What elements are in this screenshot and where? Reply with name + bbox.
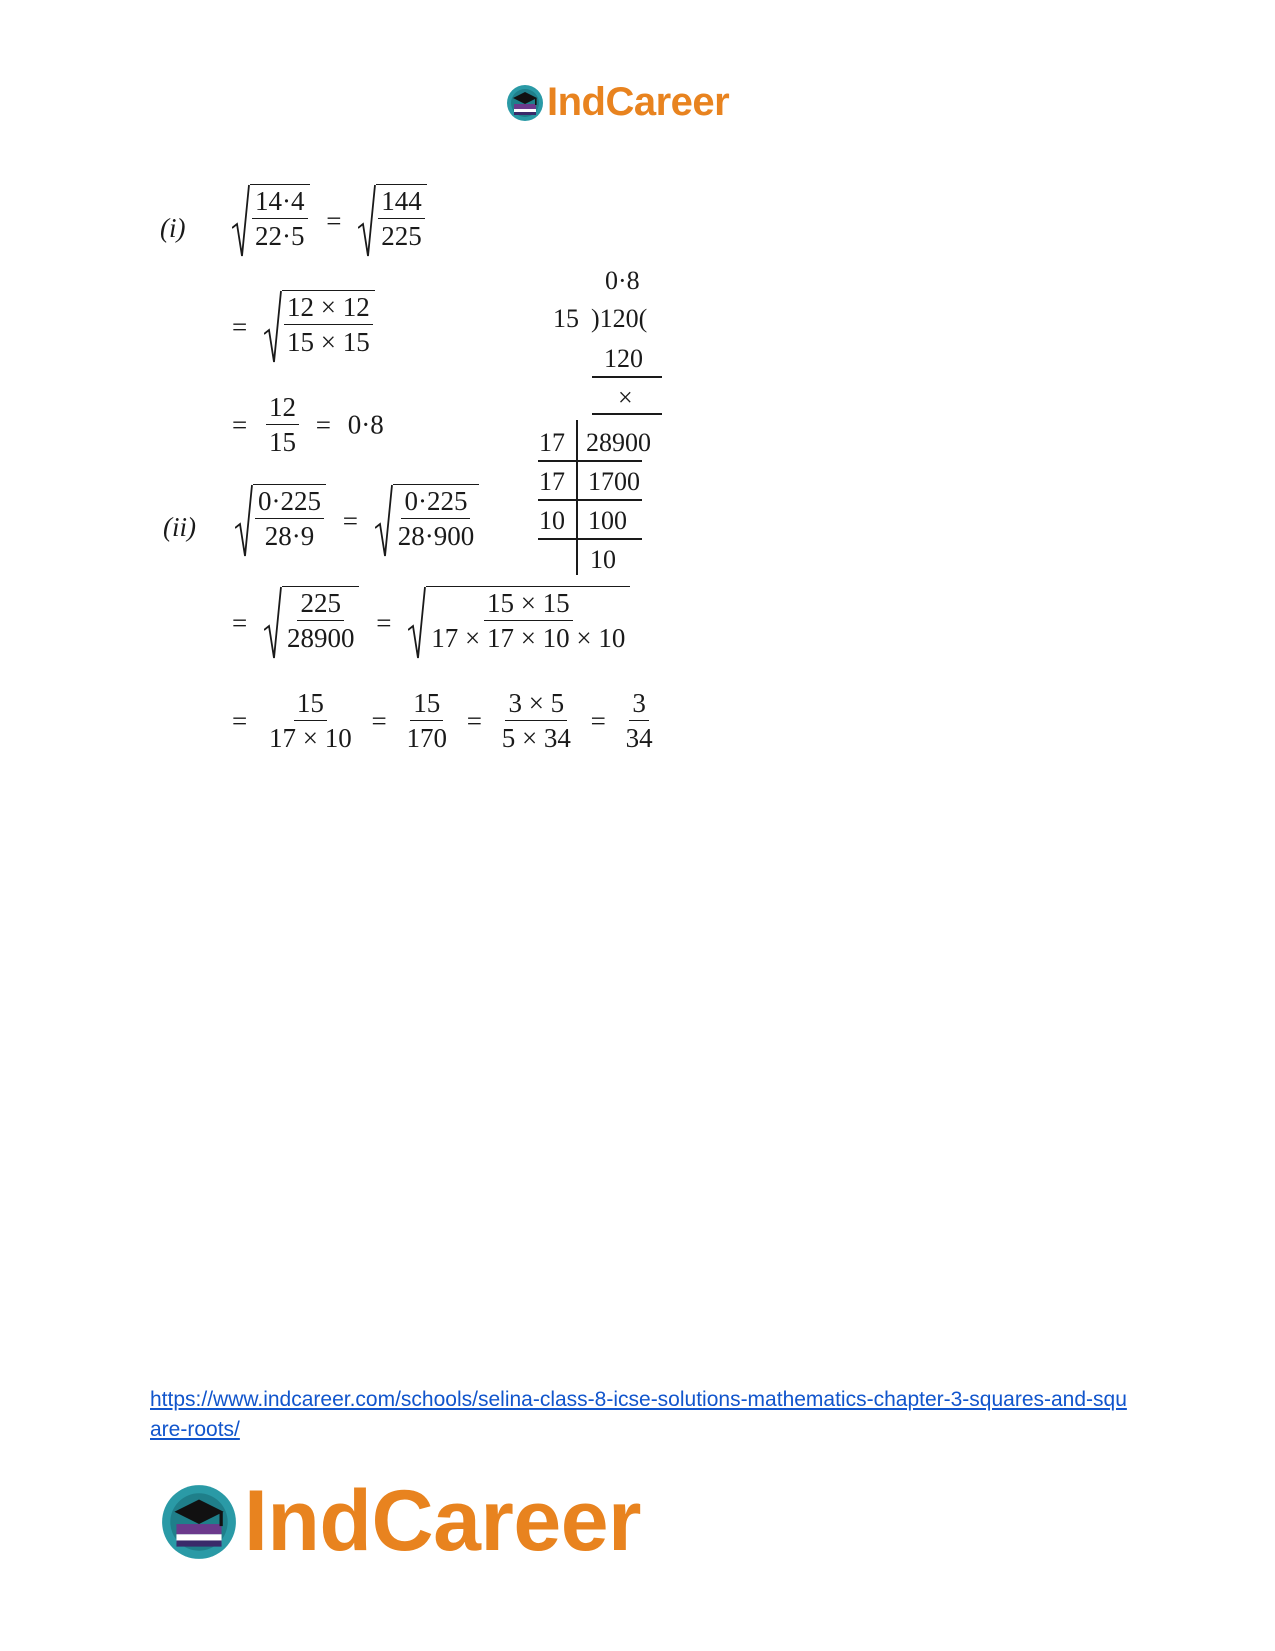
part-i-line3: = $\frac{12}{15}$ = 0·8: [232, 392, 384, 457]
part-ii-line2: = $\frac{225}{28900}$ = $\frac{15 \times 15}{17 \times 17 \times 10 \times 10}$: [232, 586, 630, 660]
division-quotient: 0·8: [605, 266, 640, 295]
sqrt-expression: $\frac{0\cdot 225}{28\cdot 900}$: [375, 484, 480, 558]
factor-value: 100: [588, 506, 627, 535]
division-divisor: 15: [553, 304, 579, 333]
division-rule: [592, 376, 662, 378]
sqrt-expression: $\frac{15 \times 15}{17 \times 17 \times 10 \times 10}$: [408, 586, 630, 660]
division-rule: [592, 413, 662, 415]
sqrt-expression: $\frac{0\cdot 225}{28\cdot 9}$: [235, 484, 326, 558]
sqrt-expression: $\frac{225}{28900}$: [264, 586, 360, 660]
factor-value: 10: [590, 545, 616, 574]
division-dividend: )120(: [591, 304, 648, 333]
table-rule: [538, 460, 642, 462]
part-i-line1: $\frac{14\cdot 4}{22\cdot 5}$ = $\frac{144}{225}$: [232, 184, 427, 258]
sqrt-expression: $\frac{12 \times 12}{15 \times 15}$: [264, 290, 375, 364]
graduation-cap-book-icon: [158, 1481, 240, 1563]
table-rule: [538, 538, 642, 540]
division-subtract: 120: [604, 344, 643, 373]
factor-divisor: 17: [539, 428, 565, 457]
part-ii-label: (ii): [163, 512, 196, 542]
logo-wordmark: IndCareer: [244, 1473, 641, 1569]
part-i-line2: = $\frac{12 \times 12}{15 \times 15}$: [232, 290, 375, 364]
division-remainder: ×: [618, 383, 633, 412]
table-rule: [538, 499, 642, 501]
table-divider: [576, 420, 578, 575]
factor-divisor: 17: [539, 467, 565, 496]
sqrt-expression: $\frac{144}{225}$: [358, 184, 427, 258]
part-ii-line3: = $\frac{15}{17 \times 10}$ = $\frac{15}{170}$ = $\frac{3 \times 5}{5 \times 34}$ = $\frac{3}{34}$: [232, 688, 653, 753]
factor-divisor: 10: [539, 506, 565, 535]
part-i-label: (i): [160, 213, 186, 243]
indcareer-logo-footer: [158, 1472, 641, 1571]
factor-value: 28900: [586, 428, 651, 457]
part-ii-line1: $\frac{0\cdot 225}{28\cdot 9}$ = $\frac{0\cdot 225}{28\cdot 900}$: [235, 484, 479, 558]
indcareer-logo-header: [505, 80, 729, 125]
sqrt-expression: $\frac{14\cdot 4}{22\cdot 5}$: [232, 184, 310, 258]
source-link[interactable]: https://www.indcareer.com/schools/selina-class-8-icse-solutions-mathematics-chapter-3-squares-and-square-roots/: [150, 1388, 1127, 1441]
logo-wordmark: IndCareer: [547, 80, 730, 124]
graduation-cap-book-icon: [505, 83, 545, 123]
factor-value: 1700: [588, 467, 640, 496]
